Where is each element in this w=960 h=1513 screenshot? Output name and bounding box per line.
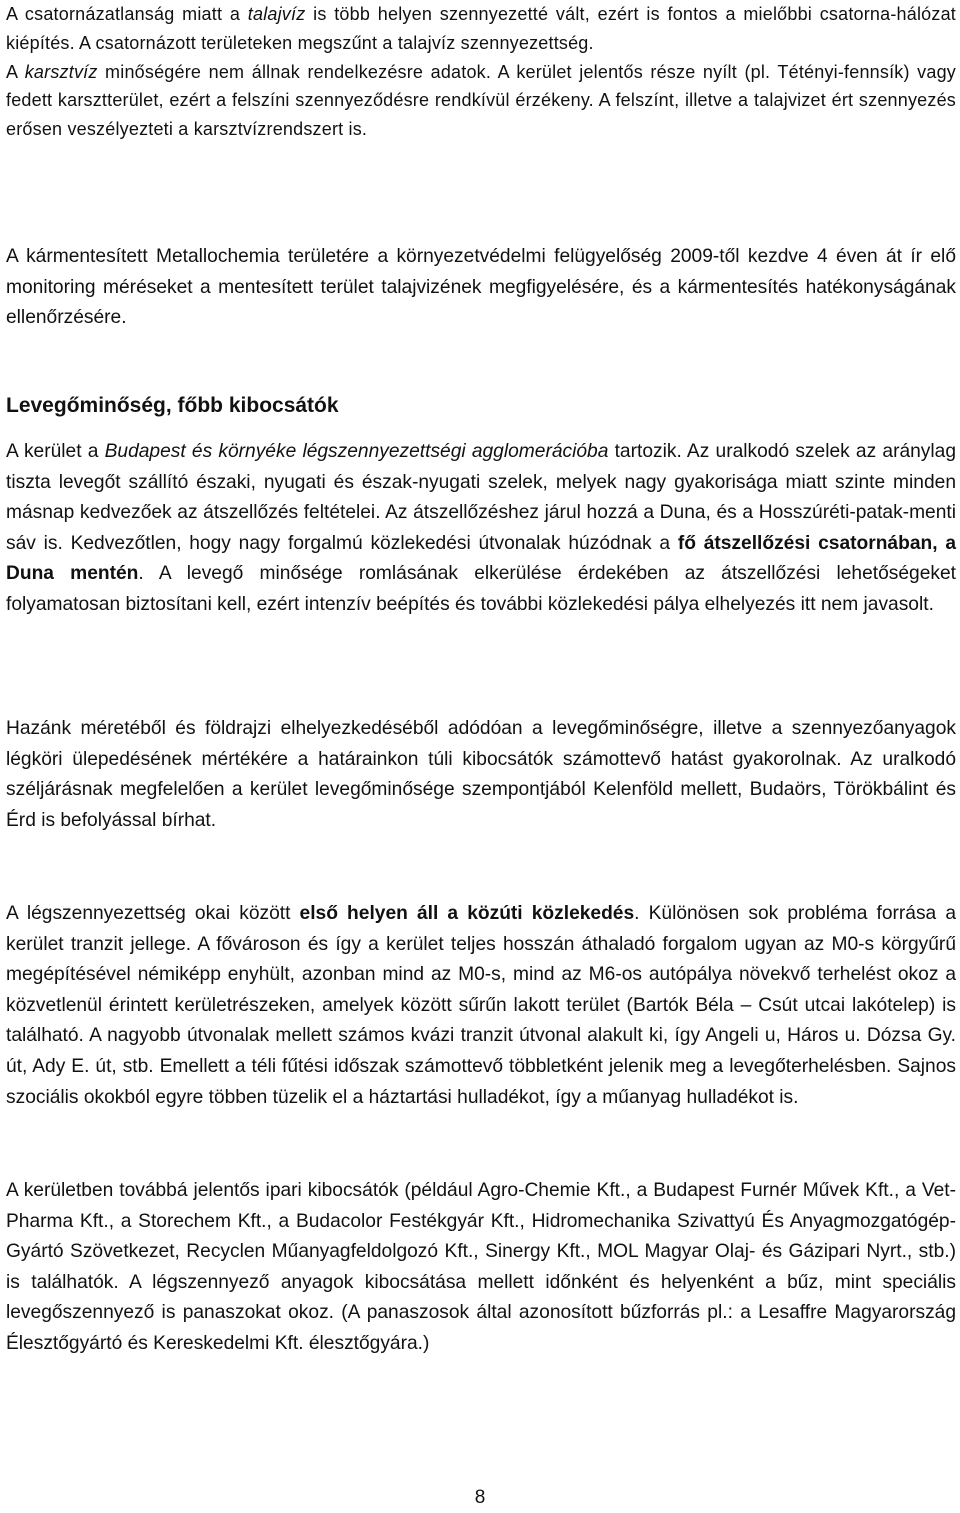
paragraph-metallochemia: A kármentesített Metallochemia területére a környezetvédelmi felügyelőség 2009-től kezdve 4 éven át ír elő monitoring méréseket a mentesített terület talajvizének megfigyelésére, és a kármentesítés hatékonyságának ellenőrzésére. — [6, 246, 956, 329]
text-run: tartozik. — [608, 441, 682, 462]
text-run: . A levegő minősége romlásának elkerülése érdekében az átszellőzési lehetőségeket folyamatosan biztosítani kell, ezért intenzív beépítés és további közlekedési pálya elhelyezés itt nem javasolt. — [6, 563, 956, 615]
text-run: A légszennyezettség okai között — [6, 903, 300, 924]
text-run: A kerület a — [6, 441, 105, 462]
page-number: 8 — [474, 1487, 486, 1508]
paragraph-groundwater — [6, 0, 956, 144]
italic-term-agglomeration: Budapest és környéke légszennyezettségi agglomerációba — [104, 441, 609, 462]
paragraph-traffic — [6, 899, 956, 1113]
bold-phrase-ventilation-channel: fő átszellőzési csatornában, a Duna mentén — [6, 532, 956, 585]
italic-term-karsztviz: karsztvíz — [24, 61, 98, 82]
text-run: Az uralkodó szelek az aránylag tiszta levegőt szállító északi, nyugati és észak-nyugati szelek, melyek nagy gyakorisága miatt szinte minden másnap kedvezőek az átszellőzés feltételei. Az átszellőzéshez járul hozzá a Duna, és a Hosszúréti-patak-menti sáv is. Kedvezőtlen, hogy nagy forgalmú közlekedési útvonalak húzódnak a — [6, 441, 956, 554]
bold-phrase-road-traffic: első helyen áll a közúti közlekedés — [299, 903, 635, 924]
text-run: is több helyen szennyezetté vált, ezért is fontos a mielőbbi csatorna-hálózat kiépítés. A csatornázott területeken megszűnt a talajvíz szennyezettség. — [6, 4, 956, 53]
text-run: . Különösen sok probléma forrása a kerület tranzit jellege. A fővároson és így a kerület teljes hosszán áthaladó forgalom ugyan az M0-s körgyűrű megépítésével némiképp enyhült, azonban mind az M0-s, mind az M6-os autópálya növekvő terhelést okoz a közvetlenül érintett kerületrészeken, amelyek között sűrűn lakott terület (Bartók Béla – Csút utcai lakótelep) is található. A nagyobb útvonalak mellett számos kvázi tranzit útvonal alakult ki, így Angeli u, Háros u. Dózsa Gy. út, Ady E. út, stb. Emellett a téli fűtési időszak számottevő többletként jelenik meg a levegőterhelésben. Sajnos szociális okokból egyre többen tüzelik el a háztartási hulladékot, így a műanyag hulladékot is. — [6, 903, 957, 1108]
paragraph-air-quality — [6, 437, 956, 621]
text-run: A csatornázatlanság miatt a — [6, 4, 248, 24]
paragraph-transboundary: Hazánk méretéből és földrajzi elhelyezkedéséből adódóan a levegőminőségre, illetve a szennyezőanyagok légköri ülepedésének mértékére a határainkon túli kibocsátók számottevő hatást gyakorolnak. Az uralkodó széljárásnak megfelelően a kerület levegőminősége szempontjából Kelenföld mellett, Budaörs, Törökbálint és Érd is befolyással bírhat. — [6, 718, 956, 831]
text-run: A — [6, 61, 25, 82]
section-heading: Levegőminőség, főbb kibocsátók — [6, 394, 339, 417]
text-run: minőségére nem állnak rendelkezésre adatok. A kerület jelentős része nyílt (pl. Tétényi-fennsík) vagy fedett karsztterület, ezért a felszíni szennyeződésre rendkívül érzékeny. A felszínt, illetve a talajvizet ért szennyezés erősen veszélyezteti a karsztvízrendszert is. — [6, 61, 957, 140]
paragraph-industrial-emitters: A kerületben továbbá jelentős ipari kibocsátók (például Agro-Chemie Kft., a Budapest Furnér Művek Kft., a Vet-Pharma Kft., a Storechem Kft., a Budacolor Festékgyár Kft., Hidromechanika Szivattyú És Anyagmozgatógép-Gyártó Szövetkezet, Recyclen Műanyagfeldolgozó Kft., Sinergy Kft., MOL Magyar Olaj- és Gázipari Nyrt., stb.) is találhatók. A légszennyező anyagok kibocsátása mellett időnként és helyenként a bűz, mint speciális levegőszennyező is panaszokat okoz. (A panaszosok által azonosított bűzforrás pl.: a Lesaffre Magyarország Élesztőgyártó és Kereskedelmi Kft. élesztőgyára.) — [6, 1180, 956, 1354]
italic-term-talajviz: talajvíz — [247, 4, 306, 24]
